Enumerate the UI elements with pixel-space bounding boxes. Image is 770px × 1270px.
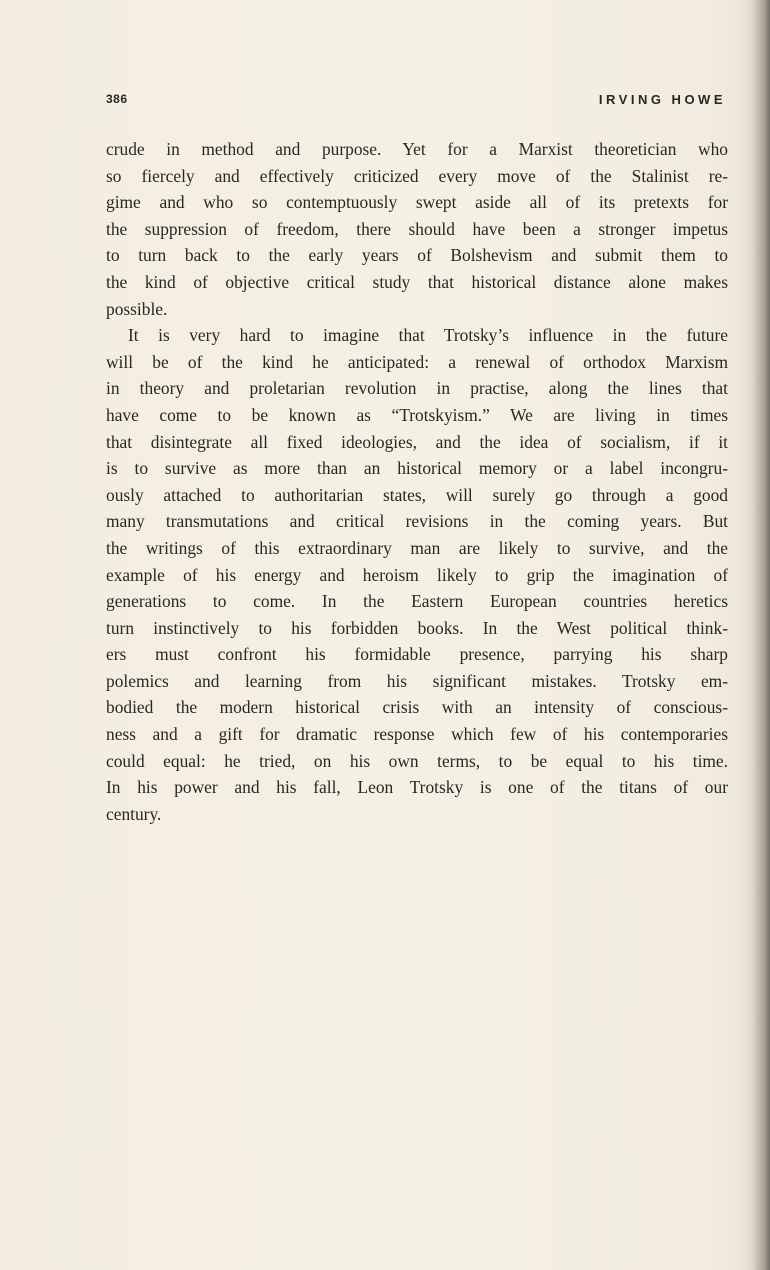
text-line: In his power and his fall, Leon Trotsky is one of the titans of our <box>106 777 728 798</box>
page-number: 386 <box>106 92 128 106</box>
text-line: generations to come. In the Eastern European countries heretics <box>106 591 728 612</box>
text-line: example of his energy and heroism likely to grip the imagination of <box>106 564 728 585</box>
text-line: turn instinctively to his forbidden books. In the West political think- <box>106 617 728 638</box>
text-line: ness and a gift for dramatic response which few of his contemporaries <box>106 724 728 745</box>
text-line: bodied the modern historical crisis with an intensity of conscious- <box>106 697 728 718</box>
paragraph-1 <box>106 136 728 322</box>
text-line: so fiercely and effectively criticized every move of the Stalinist re- <box>106 165 728 186</box>
text-line: is to survive as more than an historical memory or a label incongru- <box>106 458 728 479</box>
text-line: the kind of objective critical study that historical distance alone makes <box>106 271 728 292</box>
text-line: ously attached to authoritarian states, will surely go through a good <box>106 484 728 505</box>
text-line: ers must confront his formidable presence, parrying his sharp <box>106 644 728 665</box>
text-line: It is very hard to imagine that Trotsky’s influence in the future <box>128 325 728 346</box>
text-line: polemics and learning from his significant mistakes. Trotsky em- <box>106 670 728 691</box>
page-edge-shadow <box>742 0 770 1270</box>
text-line: could equal: he tried, on his own terms, to be equal to his time. <box>106 750 728 771</box>
text-line: possible. <box>106 298 168 319</box>
body-text <box>106 136 728 827</box>
text-line: the suppression of freedom, there should have been a stronger impetus <box>106 218 728 239</box>
text-line: have come to be known as “Trotskyism.” We are living in times <box>106 404 728 425</box>
running-head <box>106 92 726 110</box>
text-line: to turn back to the early years of Bolshevism and submit them to <box>106 245 728 266</box>
text-line: century. <box>106 803 162 824</box>
running-head-author: IRVING HOWE <box>598 92 726 107</box>
text-line: crude in method and purpose. Yet for a Marxist theoretician who <box>106 139 728 159</box>
text-line: in theory and proletarian revolution in practise, along the lines that <box>106 378 728 399</box>
paragraph-2 <box>106 322 728 827</box>
text-line: the writings of this extraordinary man are likely to survive, and the <box>106 537 728 558</box>
text-line: will be of the kind he anticipated: a renewal of orthodox Marxism <box>106 351 728 372</box>
text-line: that disintegrate all fixed ideologies, and the idea of socialism, if it <box>106 431 728 452</box>
text-line: gime and who so contemptuously swept aside all of its pretexts for <box>106 192 728 213</box>
text-line: many transmutations and critical revisions in the coming years. But <box>106 511 728 532</box>
